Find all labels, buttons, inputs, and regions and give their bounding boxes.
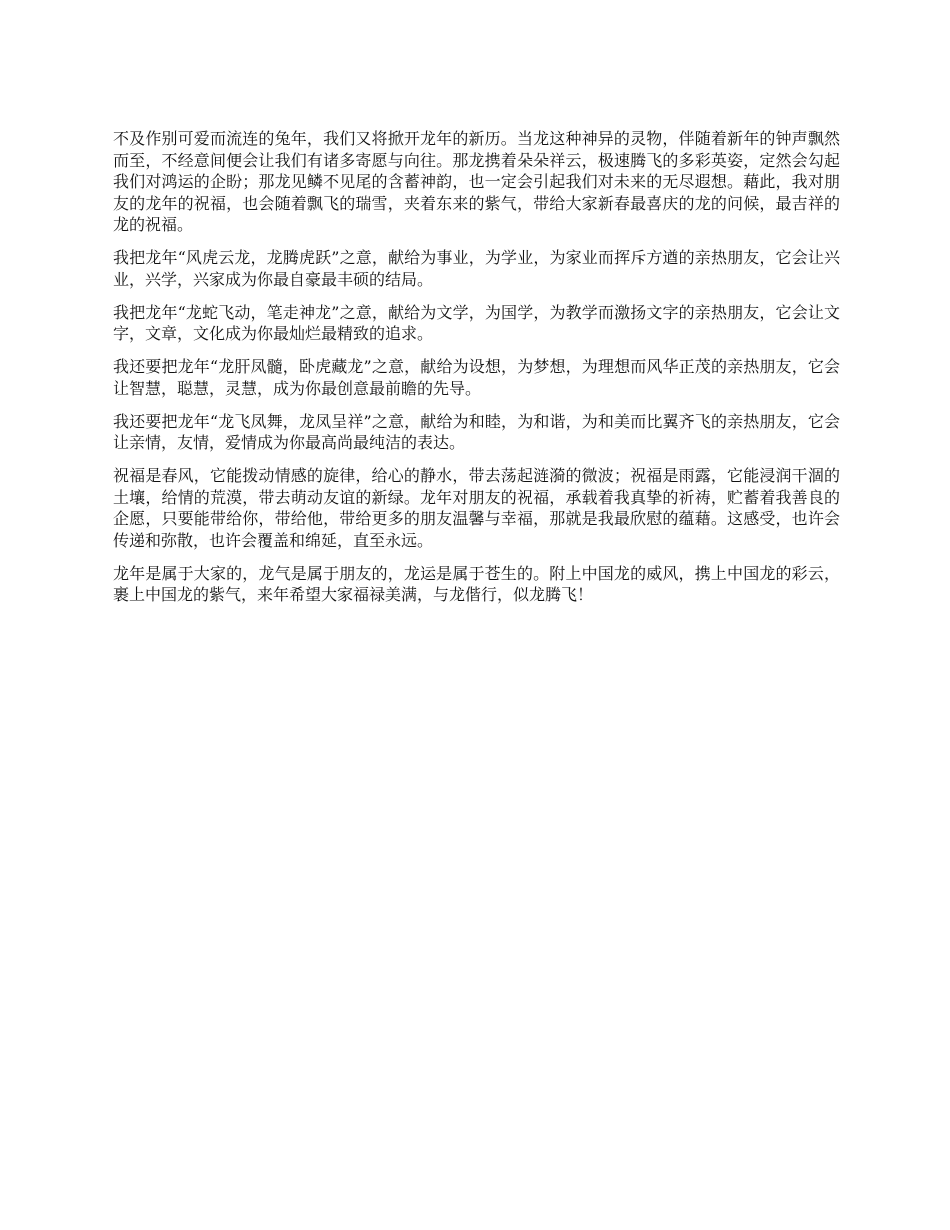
paragraph-1: 不及作别可爱而流连的兔年，我们又将掀开龙年的新历。当龙这种神异的灵物，伴随着新年的钟声飘然而至，不经意间便会让我们有诸多寄愿与向往。那龙携着朵朵祥云，极速腾飞的多彩英姿，定然会勾起我们对鸿运的企盼；那龙见鳞不见尾的含蓄神韵，也一定会引起我们对未来的无尽遐想。藉此，我对朋友的龙年的祝福，也会随着飘飞的瑞雪，夹着东来的紫气，带给大家新春最喜庆的龙的问候，最吉祥的龙的祝福。 (113, 129, 840, 234)
paragraph-2: 我把龙年“风虎云龙，龙腾虎跃”之意，献给为事业，为学业，为家业而挥斥方遒的亲热朋友，它会让兴业，兴学，兴家成为你最自豪最丰硕的结局。 (113, 248, 840, 289)
paragraph-3: 我把龙年“龙蛇飞动，笔走神龙”之意，献给为文学，为国学，为教学而激扬文字的亲热朋友，它会让文字，文章，文化成为你最灿烂最精致的追求。 (113, 302, 840, 343)
document-body (113, 128, 840, 617)
paragraph-4: 我还要把龙年“龙肝凤髓，卧虎藏龙”之意，献给为设想，为梦想，为理想而风华正茂的亲热朋友，它会让智慧，聪慧，灵慧，成为你最创意最前瞻的先导。 (113, 357, 840, 398)
paragraph-7: 龙年是属于大家的，龙气是属于朋友的，龙运是属于苍生的。附上中国龙的威风，携上中国龙的彩云，裹上中国龙的紫气，来年希望大家福禄美满，与龙偕行，似龙腾飞！ (113, 563, 840, 604)
paragraph-5: 我还要把龙年“龙飞凤舞，龙凤呈祥”之意，献给为和睦，为和谐，为和美而比翼齐飞的亲热朋友，它会让亲情，友情，爱情成为你最高尚最纯洁的表达。 (113, 411, 840, 452)
paragraph-6: 祝福是春风，它能拨动情感的旋律，给心的静水，带去荡起涟漪的微波；祝福是雨露，它能浸润干涸的土壤，给情的荒漠，带去萌动友谊的新绿。龙年对朋友的祝福，承载着我真挚的祈祷，贮蓄着我善良的企愿，只要能带给你，带给他，带给更多的朋友温馨与幸福，那就是我最欣慰的蕴藉。这感受，也许会传递和弥散，也许会覆盖和绵延，直至永远。 (113, 466, 840, 550)
